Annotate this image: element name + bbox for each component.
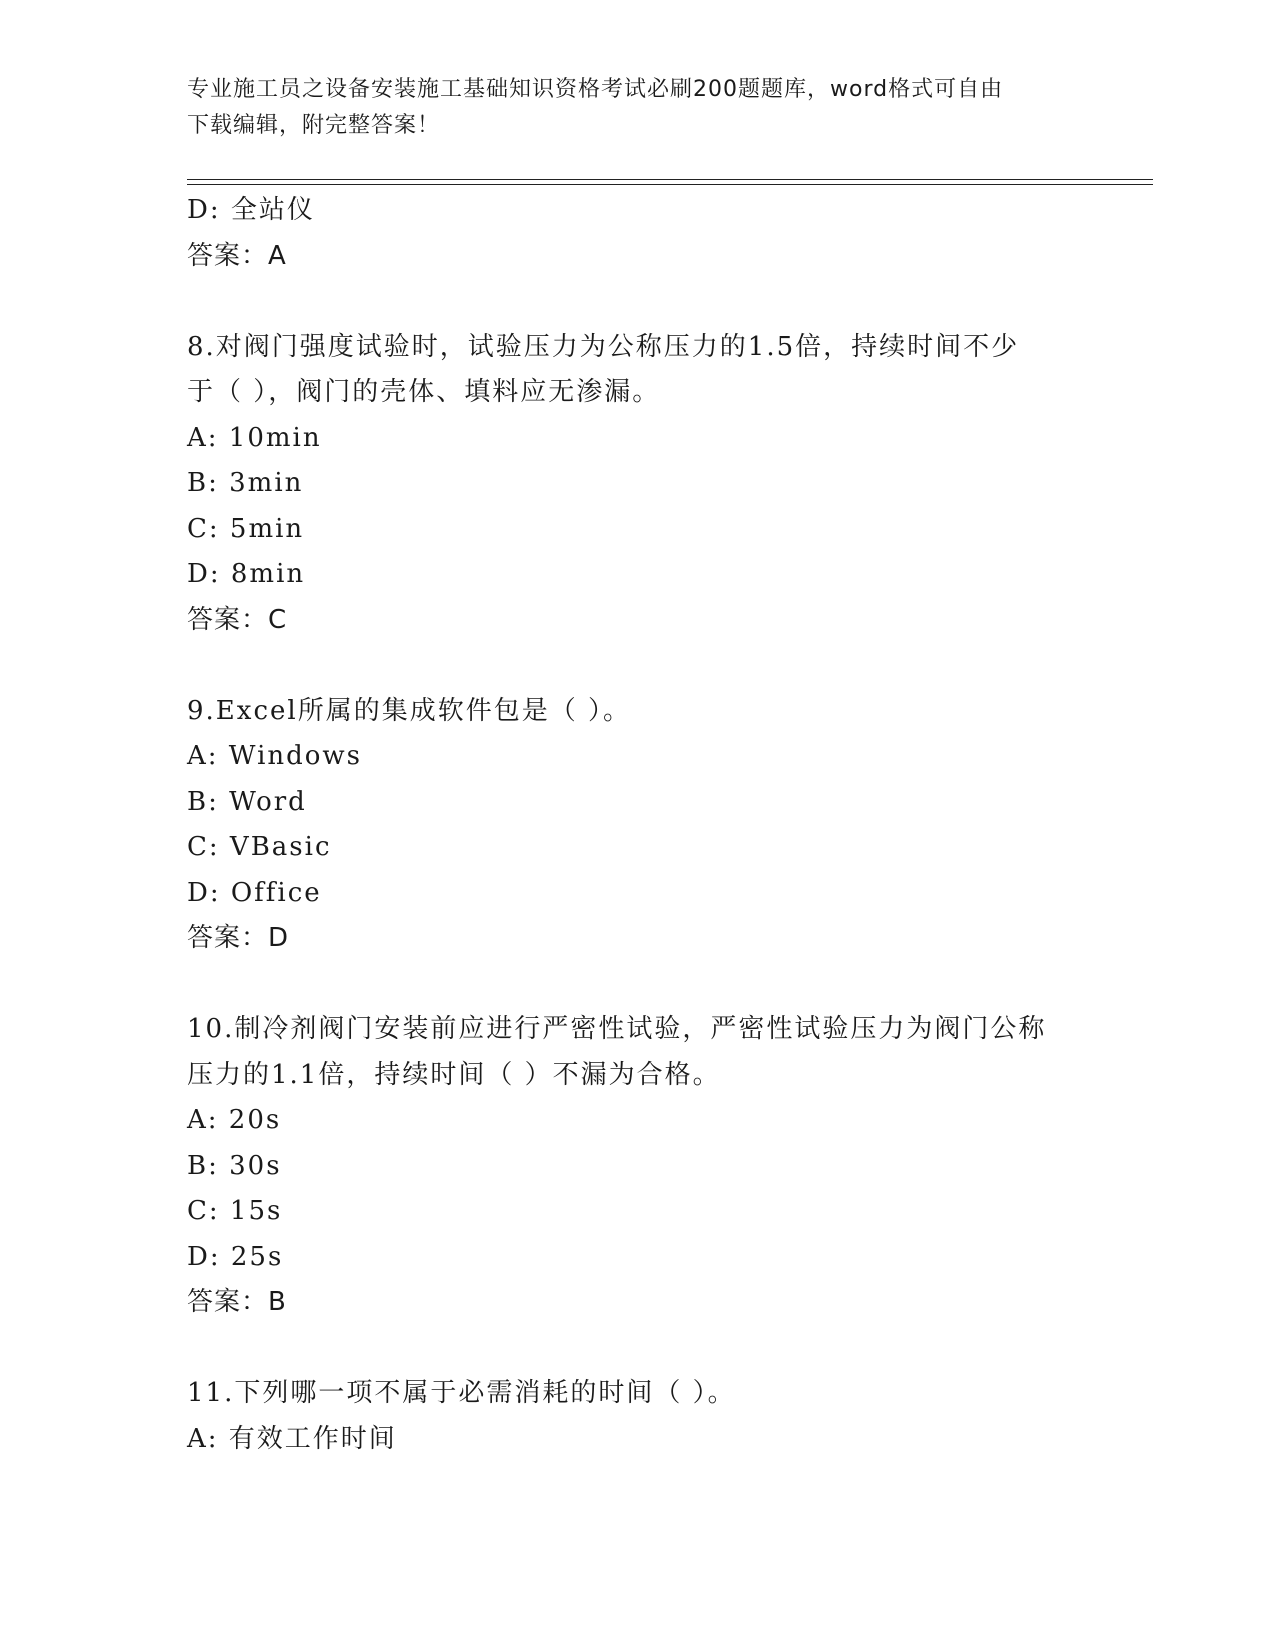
option-c: C: VBasic — [187, 832, 332, 862]
option-c: C: 5min — [187, 513, 305, 544]
question-stem: 于（ ），阀门的壳体、填料应无渗漏。 — [187, 377, 661, 407]
document-header — [187, 72, 1077, 144]
option-d: D: 25s — [187, 1241, 284, 1272]
header-divider-bottom — [187, 184, 1153, 185]
question-stem: 11.下列哪一项不属于必需消耗的时间（ ）。 — [187, 1378, 736, 1408]
header-divider-top — [187, 179, 1153, 180]
question-stem: 8.对阀门强度试验时，试验压力为公称压力的1.5倍，持续时间不少 — [187, 331, 1020, 362]
option-b: B: 30s — [187, 1150, 282, 1181]
option-d: D: 全站仪 — [187, 195, 315, 225]
question-list — [187, 188, 1087, 1462]
option-d: D: Office — [187, 877, 322, 908]
answer-line: 答案：A — [187, 240, 287, 271]
question-block-8 — [187, 325, 1087, 644]
header-title-line-1: 专业施工员之设备安装施工基础知识资格考试必刷200题题库，word格式可自由 — [187, 77, 1004, 102]
question-block-10 — [187, 1007, 1087, 1326]
option-b: B: 3min — [187, 468, 304, 498]
option-a: A: 10min — [187, 422, 322, 453]
question-block-11 — [187, 1371, 1087, 1462]
question-stem: 压力的1.1倍，持续时间（ ）不漏为合格。 — [187, 1059, 721, 1090]
question-stem: 10.制冷剂阀门安装前应进行严密性试验，严密性试验压力为阀门公称 — [187, 1014, 1047, 1044]
spacer — [187, 279, 1087, 325]
option-b: B: Word — [187, 786, 307, 817]
option-a: A: 有效工作时间 — [187, 1423, 397, 1454]
header-title-line-2: 下载编辑，附完整答案！ — [187, 113, 441, 138]
answer-line: 答案：C — [187, 604, 288, 635]
spacer — [187, 1326, 1087, 1372]
option-a: A: Windows — [187, 741, 363, 771]
question-stem: 9.Excel所属的集成软件包是（ ）。 — [187, 695, 631, 726]
option-c: C: 15s — [187, 1196, 283, 1226]
answer-line: 答案：D — [187, 923, 290, 953]
spacer — [187, 643, 1087, 689]
question-block-prev — [187, 188, 1087, 279]
question-block-9 — [187, 689, 1087, 962]
option-a: A: 20s — [187, 1105, 282, 1135]
spacer — [187, 962, 1087, 1008]
answer-line: 答案：B — [187, 1287, 287, 1317]
option-d: D: 8min — [187, 559, 306, 589]
